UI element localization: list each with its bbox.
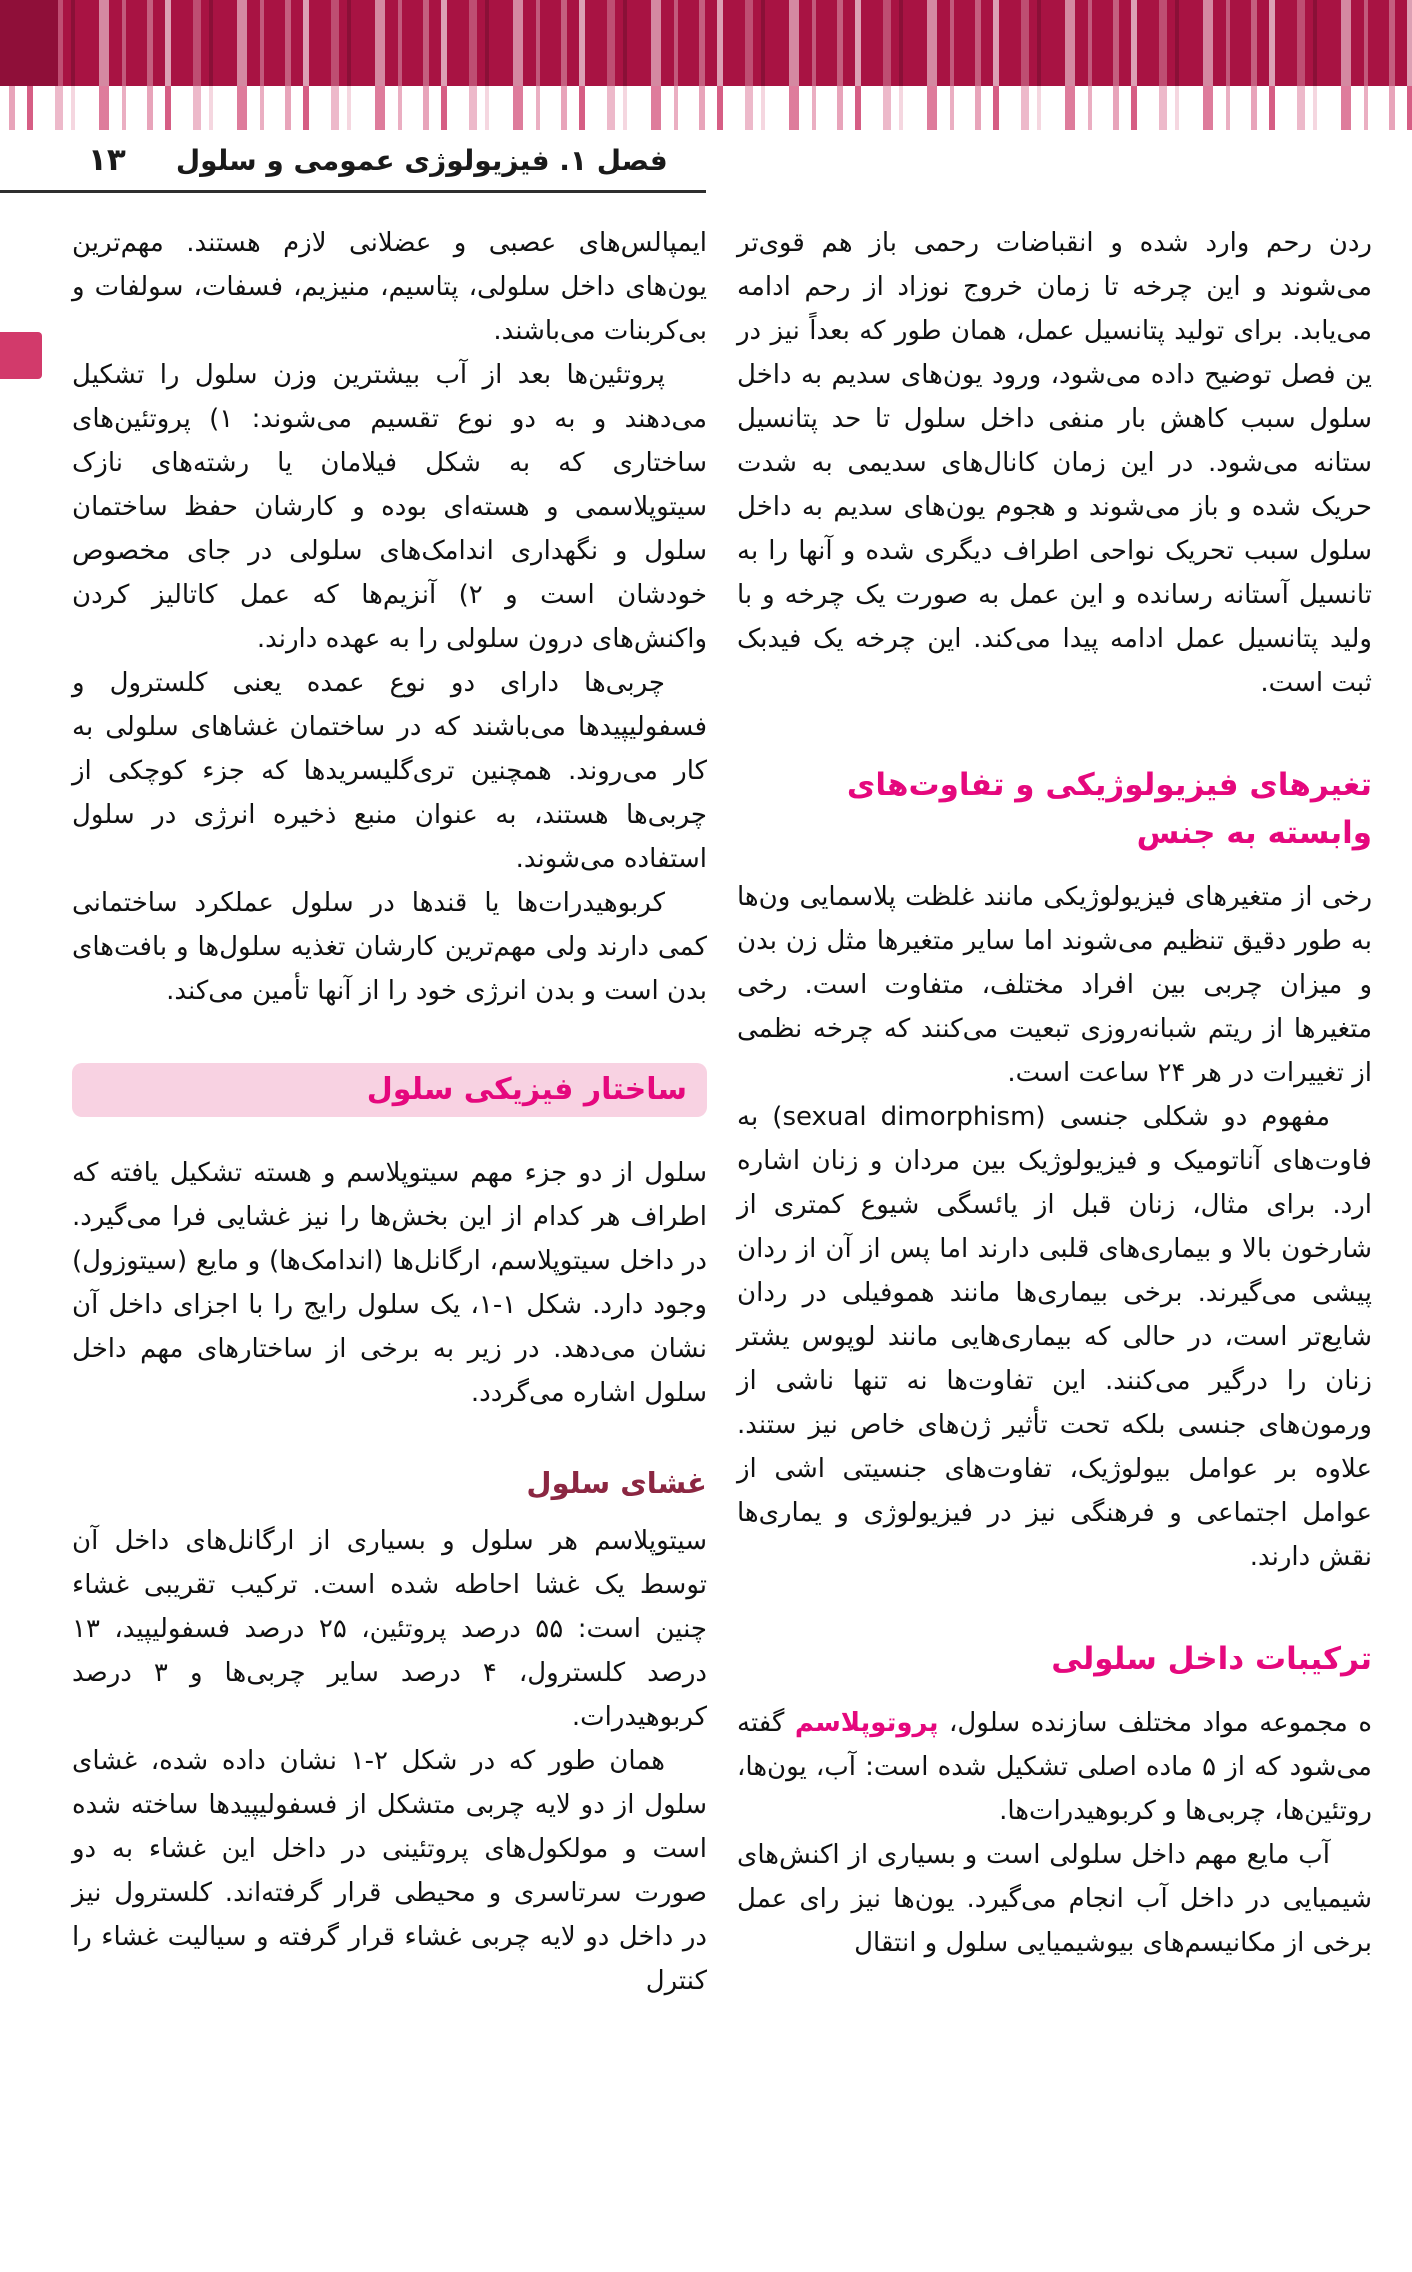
paragraph-variables: رخی از متغیرهای فیزیولوژیکی مانند غلظت پلاسمایی ون‌ها به طور دقیق تنظیم می‌شوند اما سایر متغیرها مثل زن بدن و میزان چربی بین افراد مختلف، متفاوت است. رخی متغیرها از ریتم شبانه‌روزی تبعیت می‌کنند که چرخه نظمی از تغییرات در هر ۲۴ ساعت است. (737, 882, 1372, 1088)
paragraph-proteins: پروتئین‌ها بعد از آب بیشترین وزن سلول را تشکیل می‌دهند و به دو نوع تقسیم می‌شوند: ۱) پروتئین‌های ساختاری که به شکل فیلامان یا رشته‌های نازک سیتوپلاسمی و هسته‌ای بوده و کارشان حفظ ساختمان سلول و نگهداری اندامک‌های سلولی در جای مخصوص خودشان است و ۲) آنزیم‌ها که عمل کاتالیز کردن واکنش‌های درون سلولی را به عهده دارند. (72, 360, 707, 654)
page-number: ۱۳ (88, 142, 126, 178)
highlighted-term-protoplasm: پروتوپلاسم (794, 1708, 939, 1738)
decorative-band-crimson (0, 0, 1412, 86)
paragraph-impulses-ions: ایمپالس‌های عصبی و عضلانی لازم هستند. مهم‌ترین یون‌های داخل سلولی، پتاسیم، منیزیم، فسفات، سولفات و بی‌کربنات می‌باشند. (72, 228, 707, 346)
boxed-heading-cell-physical-structure: ساختار فیزیکی سلول (72, 1063, 707, 1117)
paragraph-text: ه مجموعه مواد مختلف سازنده سلول، (938, 1708, 1372, 1738)
text-columns (0, 193, 1412, 2003)
paragraph-text: گفته می‌شود که از ۵ ماده اصلی تشکیل شده است: آب، یون‌ها، روتئین‌ها، چربی‌ها و کربوهیدرات‌ها. (737, 1708, 1372, 1826)
paragraph-protoplasm (737, 1701, 1372, 1833)
page-edge-tab (0, 332, 42, 379)
section-heading-sex-differences: تغیرهای فیزیولوژیکی و تفاوت‌های وابسته به جنس (846, 767, 1372, 851)
paragraph-membrane-bilayer: همان طور که در شکل ۲-۱ نشان داده شده، غشای سلول از دو لایه چربی متشکل از فسفولیپیدها ساخته شده است و مولکول‌های پروتئینی در داخل این غشاء به دو صورت سرتاسری و محیطی قرار گرفته‌اند. کلسترول نیز در داخل دو لایه چربی غشاء قرار گرفته و سیالیت غشاء را کنترل (72, 1746, 707, 1996)
decorative-band-stripes (0, 86, 1412, 130)
right-column (737, 221, 1372, 2003)
page-header (0, 130, 1412, 190)
section-heading-intracellular-composition: ترکیبات داخل سلولی (1051, 1641, 1372, 1677)
chapter-title: فصل ۱. فیزیولوژی عمومی و سلول (175, 143, 668, 177)
paragraph-cell-parts: سلول از دو جزء مهم سیتوپلاسم و هسته تشکیل یافته که اطراف هر کدام از این بخش‌ها را نیز غشایی فرا می‌گیرد. در داخل سیتوپلاسم، ارگانل‌ها (اندامک‌ها) و مایع (سیتوزول) وجود دارد. شکل ۱-۱، یک سلول رایج را با اجزای داخل آن نشان می‌دهد. در زیر به برخی از ساختارهای مهم داخل سلول اشاره می‌گردد. (72, 1158, 707, 1408)
paragraph-water-ions: آب مایع مهم داخل سلولی است و بسیاری از اکنش‌های شیمیایی در داخل آب انجام می‌گیرد. یون‌ها نیز رای عمل برخی از مکانیسم‌های بیوشیمیایی سلول و انتقال (737, 1840, 1372, 1958)
paragraph-membrane-composition: سیتوپلاسم هر سلول و بسیاری از ارگانل‌های داخل آن توسط یک غشا احاطه شده است. ترکیب تقریبی غشاء چنین است: ۵۵ درصد پروتئین، ۲۵ درصد فسفولیپید، ۱۳ درصد کلسترول، ۴ درصد سایر چربی‌ها و ۳ درصد کربوهیدرات. (72, 1526, 708, 1732)
paragraph-sexual-dimorphism: مفهوم دو شکلی جنسی (sexual dimorphism) به فاوت‌های آناتومیک و فیزیولوژیک بین مردان و زنان اشاره ارد. برای مثال، زنان قبل از یائسگی شیوع کمتری از شارخون بالا و بیماری‌های قلبی دارند اما پس از آن از ردان پیشی می‌گیرند. برخی بیماری‌ها مانند هموفیلی در ردان شایع‌تر است، در حالی که بیماری‌هایی مانند لوپوس یشتر زنان را درگیر می‌کنند. این تفاوت‌ها نه تنها ناشی از ورمون‌های جنسی بلکه تحت تأثیر ژن‌های خاص نیز ستند. علاوه بر عوامل بیولوژیک، تفاوت‌های جنسیتی اشی از عوامل اجتماعی و فرهنگی نیز در فیزیولوژی و یماری‌ها نقش دارند. (737, 1102, 1372, 1572)
paragraph-lipids: چربی‌ها دارای دو نوع عمده یعنی کلسترول و فسفولیپیدها می‌باشند که در ساختمان غشاهای سلولی به کار می‌روند. همچنین تری‌گلیسریدها که جزء کوچکی از چربی‌ها هستند، به عنوان منبع ذخیره انرژی در سلول استفاده می‌شوند. (72, 668, 707, 874)
subheading-cell-membrane: غشای سلول (526, 1466, 707, 1500)
left-column (72, 221, 707, 2003)
paragraph-carbohydrates: کربوهیدرات‌ها یا قندها در سلول عملکرد ساختمانی کمی دارند ولی مهم‌ترین کارشان تغذیه سلول‌ها و بافت‌های بدن است و بدن انرژی خود را از آنها تأمین می‌کند. (72, 888, 707, 1006)
paragraph-action-potential: ردن رحم وارد شده و انقباضات رحمی باز هم قوی‌تر می‌شوند و این چرخه تا زمان خروج نوزاد از رحم ادامه می‌یابد. برای تولید پتانسیل عمل، همان طور که بعداً نیز در ین فصل توضیح داده می‌شود، ورود یون‌های سدیم به داخل سلول سبب کاهش بار منفی داخل سلول تا حد پتانسیل ستانه می‌شود. در این زمان کانال‌های سدیمی به شدت حریک شده و باز می‌شوند و هجوم یون‌های سدیم به داخل سلول سبب تحریک نواحی اطراف دیگری شده و آنها را به تانسیل آستانه رسانده و این عمل به صورت یک چرخه و با ولید پتانسیل عمل ادامه پیدا می‌کند. این چرخه یک فیدبک ثبت است. (737, 228, 1372, 698)
